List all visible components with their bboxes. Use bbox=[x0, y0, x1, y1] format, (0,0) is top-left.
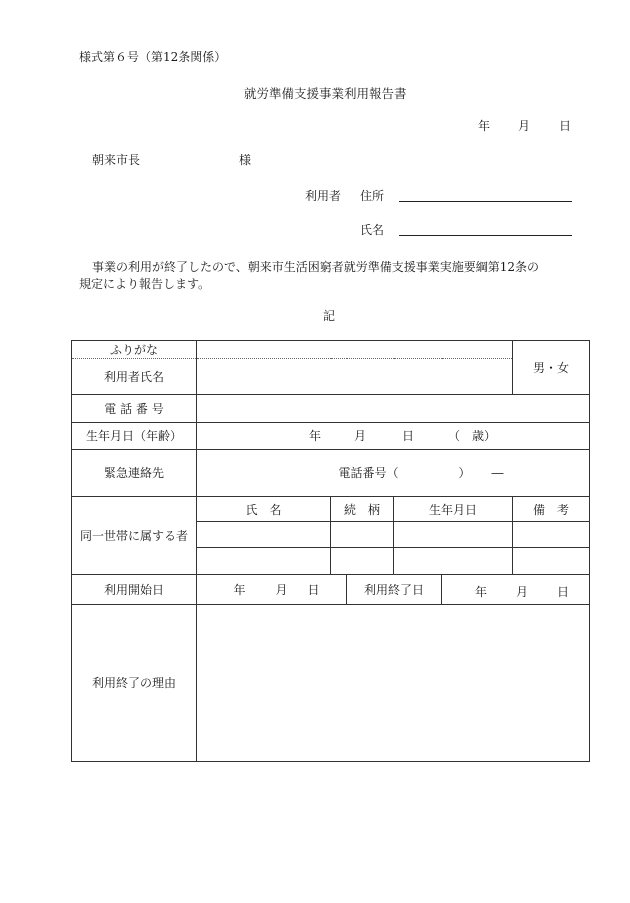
household-row1-notes[interactable] bbox=[513, 522, 590, 548]
end-month: 月 bbox=[516, 585, 529, 599]
age-unit: 歳） bbox=[472, 429, 497, 444]
form-number: 様式第６号（第12条関係） bbox=[79, 50, 227, 64]
name-label: 氏名 bbox=[360, 223, 385, 237]
birthdate-month: 月 bbox=[354, 429, 367, 444]
household-row1-relation[interactable] bbox=[331, 522, 394, 548]
household-row1-name[interactable] bbox=[197, 522, 331, 548]
user-name-label: 利用者氏名 bbox=[72, 359, 197, 395]
end-reason-field[interactable] bbox=[197, 604, 590, 761]
start-month: 月 bbox=[275, 582, 288, 597]
household-row2-birthdate[interactable] bbox=[394, 548, 513, 574]
household-row2-name[interactable] bbox=[197, 548, 331, 574]
end-year: 年 bbox=[475, 585, 488, 599]
end-date-label: 利用終了日 bbox=[347, 574, 442, 604]
address-input-line[interactable] bbox=[399, 201, 572, 202]
emergency-contact-field[interactable] bbox=[197, 449, 590, 496]
emergency-phone-label: 電話番号（ bbox=[338, 466, 399, 481]
gender-select[interactable]: 男・女 bbox=[513, 341, 590, 395]
date-year-label: 年 bbox=[478, 119, 491, 133]
birthdate-year: 年 bbox=[309, 429, 322, 444]
start-date-field[interactable] bbox=[197, 574, 347, 604]
addressee-honorific: 様 bbox=[239, 153, 252, 167]
household-row2-notes[interactable] bbox=[513, 548, 590, 574]
date-month-label: 月 bbox=[518, 119, 531, 133]
date-day-label: 日 bbox=[559, 119, 572, 133]
furigana-field[interactable] bbox=[197, 341, 513, 359]
end-reason-label: 利用終了の理由 bbox=[72, 604, 197, 761]
birthdate-field[interactable] bbox=[197, 422, 590, 449]
emergency-phone-dash: ― bbox=[491, 466, 504, 481]
household-label: 同一世帯に属する者 bbox=[72, 497, 197, 575]
household-row2-relation[interactable] bbox=[331, 548, 394, 574]
phone-label: 電 話 番 号 bbox=[72, 395, 197, 422]
report-form-table bbox=[71, 340, 590, 762]
name-input-line[interactable] bbox=[399, 235, 572, 236]
body-text-line2: 規定により報告します。 bbox=[79, 277, 211, 291]
start-year: 年 bbox=[233, 582, 246, 597]
age-open: （ bbox=[448, 429, 461, 444]
end-day: 日 bbox=[557, 585, 570, 599]
user-name-field[interactable] bbox=[197, 359, 513, 395]
start-date-label: 利用開始日 bbox=[72, 574, 197, 604]
household-header-birthdate: 生年月日 bbox=[394, 497, 513, 522]
birthdate-day: 日 bbox=[402, 429, 415, 444]
birthdate-label: 生年月日（年齢） bbox=[72, 422, 197, 449]
body-text-line1: 事業の利用が終了したので、朝来市生活困窮者就労準備支援事業実施要綱第12条の bbox=[92, 260, 540, 274]
ki-label: 記 bbox=[323, 309, 336, 323]
address-label: 住所 bbox=[360, 189, 385, 203]
addressee-name: 朝来市長 bbox=[92, 153, 141, 167]
household-header-relation: 続 柄 bbox=[331, 497, 394, 522]
emergency-contact-label: 緊急連絡先 bbox=[72, 449, 197, 496]
emergency-phone-close: ） bbox=[458, 466, 471, 481]
furigana-label: ふりがな bbox=[72, 341, 197, 359]
household-header-notes: 備 考 bbox=[513, 497, 590, 522]
phone-field[interactable] bbox=[197, 395, 590, 422]
applicant-label: 利用者 bbox=[305, 189, 342, 203]
household-row1-birthdate[interactable] bbox=[394, 522, 513, 548]
start-day: 日 bbox=[307, 582, 320, 597]
document-title: 就労準備支援事業利用報告書 bbox=[244, 86, 407, 101]
household-header-name: 氏 名 bbox=[197, 497, 331, 522]
